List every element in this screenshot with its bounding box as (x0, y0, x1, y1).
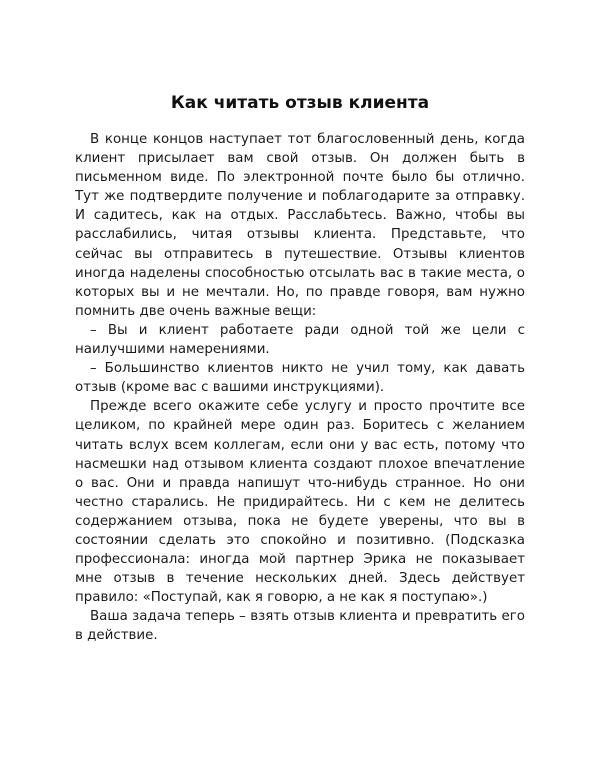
page-title: Как читать отзыв клиента (170, 93, 430, 113)
paragraph-intro: В конце концов наступает тот благословенный день, когда клиент присылает вам свой отзыв. Он должен быть в письменном виде. По электронной почте было бы отлично. Тут же подтвердите получение и поблагодарите за отправку. И садитесь, как на отдых. Расслабьтесь. Важно, чтобы вы расслабились, читая отзывы клиента. Представьте, что сейчас вы отправитесь в путешествие. Отзывы клиентов иногда наделены способностью отсылать вас в такие места, о которых вы и не мечтали. Но, по правде говоря, вам нужно помнить две очень важные вещи: (75, 132, 525, 319)
paragraph-point-1: – Вы и клиент работаете ради одной той же цели с наилучшими намерениями. (75, 322, 525, 358)
paragraph-point-2: – Большинство клиентов никто не учил тому, как давать отзыв (кроме вас с вашими инструкциями). (75, 361, 525, 396)
body-text (75, 130, 525, 646)
paragraph-conclusion: Ваша задача теперь – взять отзыв клиента и превратить его в действие. (75, 609, 525, 644)
paragraph-read-advice: Прежде всего окажите себе услугу и просто прочтите все целиком, по крайней мере один раз. Боритесь с желанием читать вслух всем коллегам, если они у вас есть, потому что насмешки над отзывом клиента создают плохое впечатление о вас. Они и правда напишут что-нибудь странное. Но они честно старались. Не придирайтесь. Ни с кем не делитесь содержанием отзыва, пока не будете уверены, что вы в состоянии сделать это спокойно и позитивно. (Подсказка профессионала: иногда мой партнер Эрика не показывает мне отзыв в течение нескольких дней. Здесь действует правило: «Поступай, как я говорю, а не как я поступаю».) (75, 399, 525, 606)
